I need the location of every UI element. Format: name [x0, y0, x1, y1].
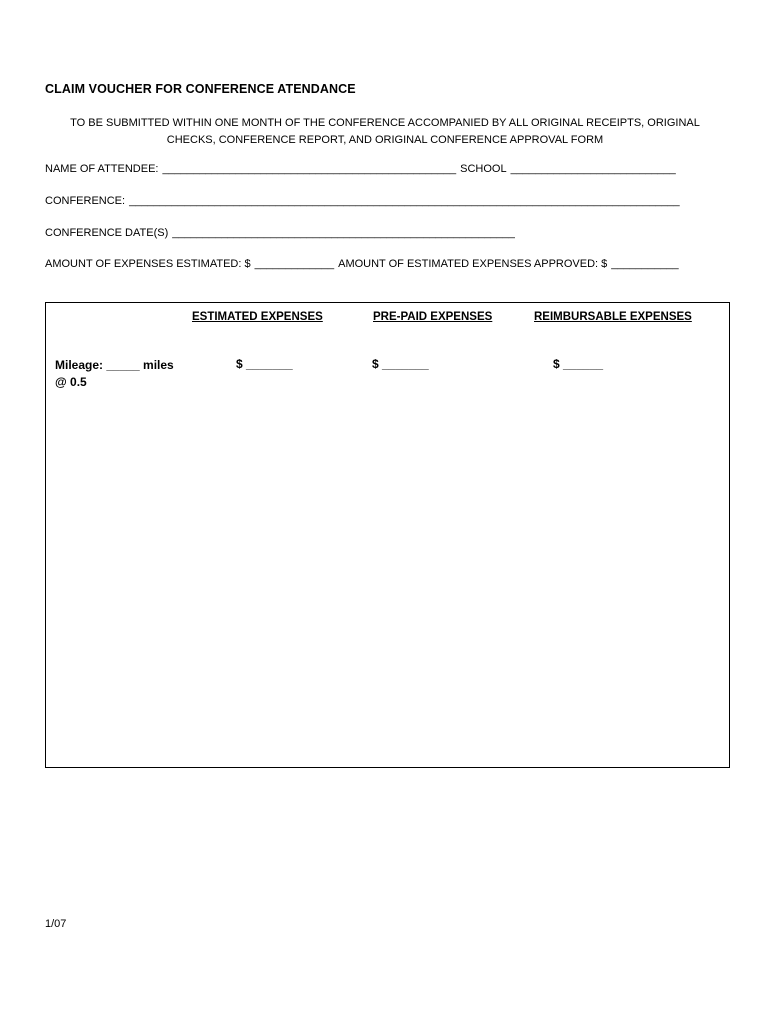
instructions-line-2: CHECKS, CONFERENCE REPORT, AND ORIGINAL CONFERENCE APPROVAL FORM — [166, 134, 604, 146]
mileage-row-label — [55, 357, 174, 391]
mileage-label-line-1[interactable]: Mileage: _____ miles — [55, 358, 174, 372]
header-estimated-expenses: ESTIMATED EXPENSES — [192, 311, 323, 323]
expenses-estimated-field[interactable]: _____________ — [254, 258, 335, 270]
expenses-approved-field[interactable]: ___________ — [611, 258, 679, 270]
mileage-reimbursable-field[interactable]: $ ______ — [553, 357, 604, 371]
conference-dates-line — [45, 227, 515, 239]
school-field[interactable]: ___________________________ — [510, 163, 676, 175]
expense-table-box — [45, 302, 730, 768]
header-prepaid-expenses: PRE-PAID EXPENSES — [373, 311, 493, 323]
expenses-approved-label: AMOUNT OF ESTIMATED EXPENSES APPROVED: $ — [338, 258, 608, 270]
instructions-line-1: TO BE SUBMITTED WITHIN ONE MONTH OF THE CONFERENCE ACCOMPANIED BY ALL ORIGINAL RECEIPTS, ORIGINAL — [70, 117, 700, 129]
attendee-field[interactable]: ________________________________________________ — [162, 163, 457, 175]
conference-label: CONFERENCE: — [45, 195, 126, 207]
mileage-estimated-field[interactable]: $ _______ — [236, 357, 293, 371]
header-reimbursable-expenses: REIMBURSABLE EXPENSES — [534, 311, 692, 323]
conference-dates-label: CONFERENCE DATE(S) — [45, 227, 169, 239]
conference-line — [45, 195, 680, 207]
document-title: CLAIM VOUCHER FOR CONFERENCE ATENDANCE — [45, 82, 356, 96]
conference-field[interactable]: __________________________________________________________________________________________ — [129, 195, 680, 207]
attendee-school-line — [45, 163, 676, 175]
mileage-label-line-2: @ 0.5 — [55, 375, 87, 389]
expenses-estimated-label: AMOUNT OF EXPENSES ESTIMATED: $ — [45, 258, 251, 270]
conference-dates-field[interactable]: ________________________________________________________ — [172, 227, 515, 239]
revision-date: 1/07 — [45, 918, 67, 930]
attendee-label: NAME OF ATTENDEE: — [45, 163, 159, 175]
school-label: SCHOOL — [460, 163, 507, 175]
mileage-prepaid-field[interactable]: $ _______ — [372, 357, 429, 371]
expense-amounts-line — [45, 258, 679, 270]
